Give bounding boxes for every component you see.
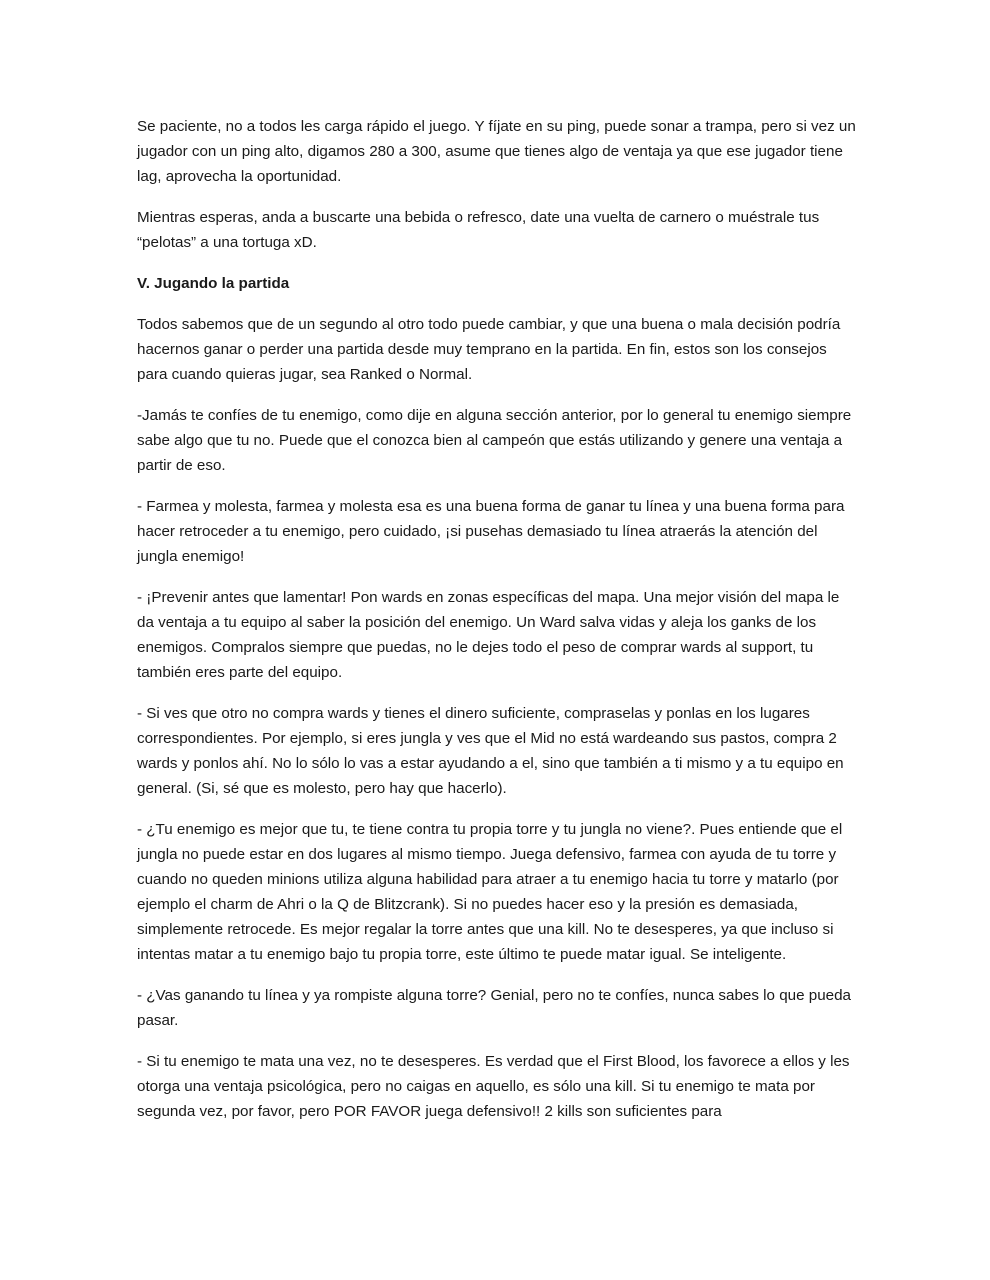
- paragraph-tip-trust: -Jamás te confíes de tu enemigo, como dije en alguna sección anterior, por lo general tu enemigo siempre sabe algo que tu no. Puede que el conozca bien al campeón que estás utilizando y genere una ventaja a partir de eso.: [137, 407, 852, 474]
- paragraph-tip-farm: - Farmea y molesta, farmea y molesta esa es una buena forma de ganar tu línea y una buena forma para hacer retroceder a tu enemigo, pero cuidado, ¡si pusehas demasiado tu línea atraerás la atención del jungla enemigo!: [137, 498, 845, 565]
- paragraph-waiting: Mientras esperas, anda a buscarte una bebida o refresco, date una vuelta de carnero o muéstrale tus “pelotas” a una tortuga xD.: [137, 209, 820, 251]
- paragraph-tip-first-blood: - Si tu enemigo te mata una vez, no te desesperes. Es verdad que el First Blood, los favorece a ellos y les otorga una ventaja psicológica, pero no caigas en aquello, es sólo una kill. Si tu enemigo te mata por segunda vez, por favor, pero POR FAVOR juega defensivo!! 2 kills son suficientes para: [137, 1053, 850, 1120]
- paragraph-tip-defensive: - ¿Tu enemigo es mejor que tu, te tiene contra tu propia torre y tu jungla no viene?. Pues entiende que el jungla no puede estar en dos lugares al mismo tiempo. Juega defensivo, farmea con ayuda de tu torre y cuando no queden minions utiliza alguna habilidad para atraer a tu enemigo hacia tu torre y matarlo (por ejemplo el charm de Ahri o la Q de Blitzcrank). Si no puedes hacer eso y la presión es demasiada, simplemente retrocede. Es mejor regalar la torre antes que una kill. No te desesperes, ya que incluso si intentas matar a tu enemigo bajo tu propia torre, este último te puede matar igual. Se inteligente.: [137, 821, 843, 963]
- paragraph-patience: Se paciente, no a todos les carga rápido el juego. Y fíjate en su ping, puede sonar a trampa, pero si vez un jugador con un ping alto, digamos 280 a 300, asume que tienes algo de ventaja ya que ese jugador tiene lag, aprovecha la oportunidad.: [137, 118, 856, 185]
- paragraph-intro: Todos sabemos que de un segundo al otro todo puede cambiar, y que una buena o mala decisión podría hacernos ganar o perder una partida desde muy temprano en la partida. En fin, estos son los consejos para cuando quieras jugar, sea Ranked o Normal.: [137, 316, 841, 383]
- paragraph-tip-winning: - ¿Vas ganando tu línea y ya rompiste alguna torre? Genial, pero no te confíes, nunca sabes lo que pueda pasar.: [137, 987, 851, 1029]
- section-heading: V. Jugando la partida: [137, 275, 290, 292]
- paragraph-tip-buy-wards: - Si ves que otro no compra wards y tienes el dinero suficiente, compraselas y ponlas en los lugares correspondientes. Por ejemplo, si eres jungla y ves que el Mid no está wardeando sus pastos, compra 2 wards y ponlos ahí. No lo sólo lo vas a estar ayudando a el, sino que también a ti mismo y a tu equipo en general. (Si, sé que es molesto, pero hay que hacerlo).: [137, 705, 844, 797]
- document-page: [137, 114, 857, 1140]
- paragraph-tip-wards: - ¡Prevenir antes que lamentar! Pon wards en zonas específicas del mapa. Una mejor visión del mapa le da ventaja a tu equipo al saber la posición del enemigo. Un Ward salva vidas y aleja los ganks de los enemigos. Compralos siempre que puedas, no le dejes todo el peso de comprar wards al support, tu también eres parte del equipo.: [137, 589, 840, 681]
